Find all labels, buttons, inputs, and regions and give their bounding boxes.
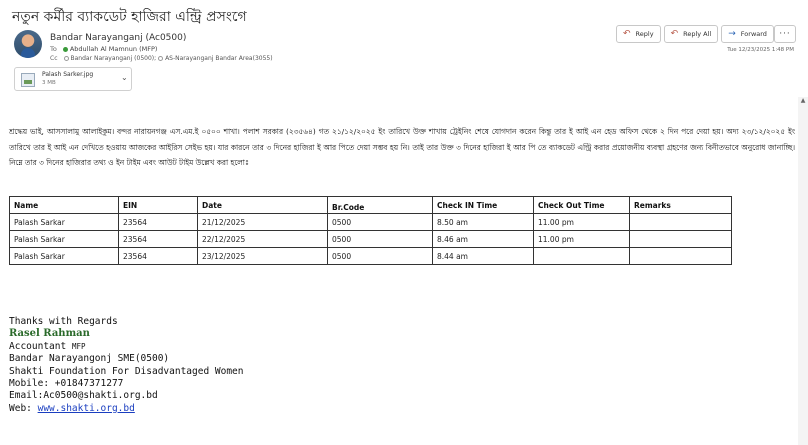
signature-mobile: Mobile: +01847371277 [9,378,124,390]
table-cell: Palash Sarkar [10,214,119,231]
table-cell: 8.44 am [433,248,534,265]
scroll-up-arrow-icon[interactable]: ▲ [800,97,806,104]
to-label: To [50,45,57,53]
email-subject: নতুন কর্মীর ব্যাকডেট হাজিরা এন্ট্রি প্রসংগে [12,9,247,25]
body-paragraph: শ্রদ্ধেয় ভাই, আসসালামু আলাইকুম। বন্দর নারায়নগঞ্জ এস.এম.ই ০৫০০ শাখা। পলাশ সরকার (২৩৫৬৪) গত ২১/১২/২০২৫ ইং তারিখে উক্ত শাখায় ট্রেইনিং শেষে যোগদান করেন কিন্তু তার ই আই এন হেড অফিস থেকে ২ দিন পরে দেয়া হয়। অদ্য ২৩/১২/২০২৫ ইং তারিখে তার ই আই এন দেখিতে হওয়ায় আজকের আইরিস সেইভ হয়। যার কারনে তার ৩ দিনের হাজিরা ই আর পিতে দেয়া সম্ভব হয় নি। তাই তার উক্ত ৩ দিনের হাজিরা ই আর পি তে ব্যাকডেট এন্ট্রি করার প্রয়োজনীয় ব্যবস্থা গ্রহণের জন্য বিনীতভাবে অনুরোধ জানাচ্ছি। নিম্নে তার ৩ দিনের হাজিরার তথ্য ও ইন টাইম এবং আউট টাইম উল্লেখ করা হলোঃ [9,127,795,168]
table-cell: 23564 [119,248,198,265]
column-header: Check IN Time [433,197,534,214]
forward-button[interactable] [721,25,774,43]
signature-title [9,341,244,353]
cc-recipient[interactable]: Bandar Narayanganj (0500); [70,55,157,62]
table-cell: 23564 [119,214,198,231]
table-cell: 11.00 pm [534,231,630,248]
table-row [10,214,732,231]
forward-label: Forward [740,30,767,38]
table-cell [630,214,732,231]
reply-button[interactable] [616,25,661,43]
column-header: Br.Code [328,197,433,214]
vertical-scrollbar[interactable] [798,97,808,445]
reply-label: Reply [635,30,654,38]
table-cell: 8.50 am [433,214,534,231]
table-cell: 21/12/2025 [198,214,328,231]
column-header: Date [198,197,328,214]
table-cell: Palash Sarkar [10,248,119,265]
signature-name: Rasel Rahman [9,328,90,340]
table-cell [630,248,732,265]
attachment-card[interactable] [14,67,132,91]
table-cell [534,248,630,265]
signature-email: Email:Ac0500@shakti.org.bd [9,390,158,402]
table-header-row [10,197,732,214]
signature-org: Shakti Foundation For Disadvantaged Women [9,365,244,377]
table-cell: Palash Sarkar [10,231,119,248]
signature-branch: Bandar Narayangonj SME(0500) [9,353,170,365]
to-recipient[interactable]: Abdullah Al Mamnun (MFP) [69,45,158,53]
presence-icon [158,56,163,61]
table-cell [630,231,732,248]
cc-line [50,55,273,62]
reply-icon: ↶ [623,29,631,39]
image-file-icon [21,73,35,87]
cc-label: Cc [50,55,58,62]
table-cell: 23564 [119,231,198,248]
table-cell: 8.46 am [433,231,534,248]
message-actions [616,25,774,43]
forward-icon: → [728,29,736,39]
sender-avatar[interactable] [14,30,42,58]
signature-web-label: Web: [9,402,38,414]
website-link[interactable]: www.shakti.org.bd [37,402,135,414]
column-header: Name [10,197,119,214]
reply-all-button[interactable] [664,25,719,43]
reply-all-label: Reply All [683,30,712,38]
column-header: Remarks [630,197,732,214]
table-row [10,231,732,248]
attachment-name: Palash Sarker.jpg [42,71,94,78]
column-header: Check Out Time [534,197,630,214]
signature-closing: Thanks with Regards [9,316,118,327]
table-cell: 0500 [328,231,433,248]
table-cell: 22/12/2025 [198,231,328,248]
column-header: EIN [119,197,198,214]
reply-all-icon: ↶ [670,29,679,39]
table-cell: 23/12/2025 [198,248,328,265]
more-actions-button[interactable]: ··· [774,25,796,43]
attachment-size: 3 MB [42,80,56,86]
signature-role-suffix: MFP [71,341,86,351]
chevron-down-icon[interactable]: ⌄ [121,73,128,82]
table-row [10,248,732,265]
attendance-table [9,196,732,265]
table-cell: 0500 [328,248,433,265]
sent-date: Tue 12/23/2025 1:48 PM [727,47,794,53]
email-signature [9,316,244,415]
signature-web-line [9,403,244,415]
table-cell: 11.00 pm [534,214,630,231]
cc-recipient[interactable]: AS-Narayanganj Bandar Area(3055) [165,55,273,62]
to-line [50,45,157,53]
signature-role: Accountant [9,340,67,352]
presence-icon [64,56,69,61]
presence-icon [63,47,68,52]
table-cell: 0500 [328,214,433,231]
sender-name[interactable]: Bandar Narayanganj (Ac0500) [50,33,187,43]
